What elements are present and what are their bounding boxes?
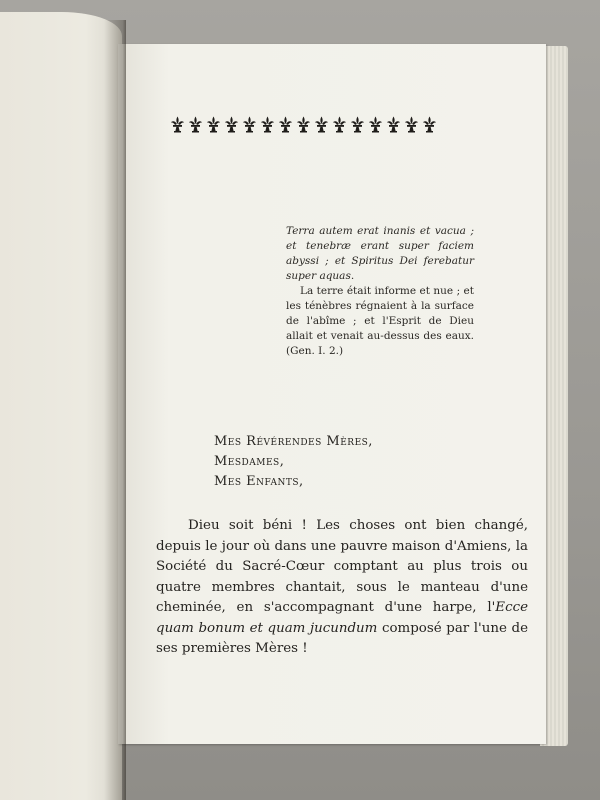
- fleur-de-lis-icon: [242, 116, 257, 133]
- fleur-de-lis-icon: [422, 116, 437, 133]
- epigraph-reference: (Gen. I. 2.): [286, 345, 344, 357]
- fleur-de-lis-icon: [224, 116, 239, 133]
- fleur-de-lis-icon: [350, 116, 365, 133]
- fleur-de-lis-icon: [278, 116, 293, 133]
- body-text-italic: Ecce quam bonum et quam jucundum: [156, 600, 528, 636]
- fleur-de-lis-icon: [314, 116, 329, 133]
- epigraph-latin: Terra autem erat inanis et vacua ; et tenebræ erant super faciem abyssi ; et Spiritus Dei ferebatur super aquas.: [286, 225, 474, 282]
- epigraph-french: [286, 284, 474, 359]
- fleur-de-lis-icon: [260, 116, 275, 133]
- fleur-de-lis-icon: [188, 116, 203, 133]
- fleur-de-lis-icon: [296, 116, 311, 133]
- salutation-line-2: Mesdames,: [214, 454, 285, 469]
- body-text-part-1: Dieu soit béni ! Les choses ont bien changé, depuis le jour où dans une pauvre maison d'Amiens, la Société du Sacré-Cœur comptant au plus trois ou quatre membres chantait, sous le manteau d'une cheminée, en s'accompagnant d'une harpe, l': [156, 518, 528, 615]
- fleur-de-lis-icon: [206, 116, 221, 133]
- fleur-de-lis-icon: [368, 116, 383, 133]
- fleur-de-lis-icon: [386, 116, 401, 133]
- salutation: [214, 432, 373, 492]
- body-paragraph: [156, 516, 528, 660]
- body-text-part-2: composé par l'une de ses premières Mères !: [156, 620, 528, 656]
- fleur-de-lis-icon: [332, 116, 347, 133]
- salutation-line-3: Mes Enfants,: [214, 474, 304, 489]
- salutation-line-1: Mes Révérendes Mères,: [214, 434, 373, 449]
- fleur-de-lis-icon: [170, 116, 185, 133]
- fleur-de-lis-icon: [404, 116, 419, 133]
- right-page: [118, 44, 546, 744]
- epigraph: [286, 224, 474, 359]
- gutter-shadow: [104, 20, 126, 800]
- ornament-band: [170, 116, 437, 134]
- epigraph-french-text: La terre était informe et nue ; et les ténèbres régnaient à la surface de l'abîme ; et l'Esprit de Dieu allait et venait au-dessus des eaux.: [286, 285, 474, 342]
